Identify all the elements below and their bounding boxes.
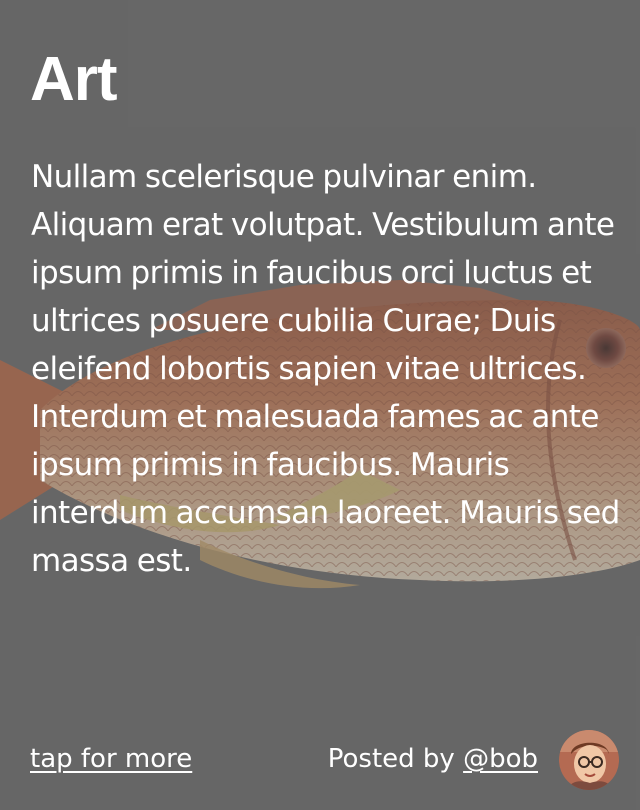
user-avatar[interactable] — [559, 730, 619, 790]
avatar-photo-icon — [559, 730, 619, 790]
tap-for-more-link[interactable]: tap for more — [30, 744, 193, 774]
card-title: Art — [30, 45, 117, 114]
username-link[interactable]: @bob — [463, 744, 538, 774]
card-body-text: Nullam scelerisque pulvinar enim. Aliquam erat volutpat. Vestibulum ante ipsum primis in faucibus orci luctus et ultrices posuere cubilia Curae; Duis eleifend lobortis sapien vitae ultrices. Interdum et malesuada fames ac ante ipsum primis in faucibus. Mauris interdum accumsan laoreet. Mauris sed massa est. — [31, 159, 620, 579]
card-footer — [0, 728, 640, 792]
posted-by-text — [328, 742, 538, 776]
posted-by-prefix: Posted by — [327, 744, 464, 774]
